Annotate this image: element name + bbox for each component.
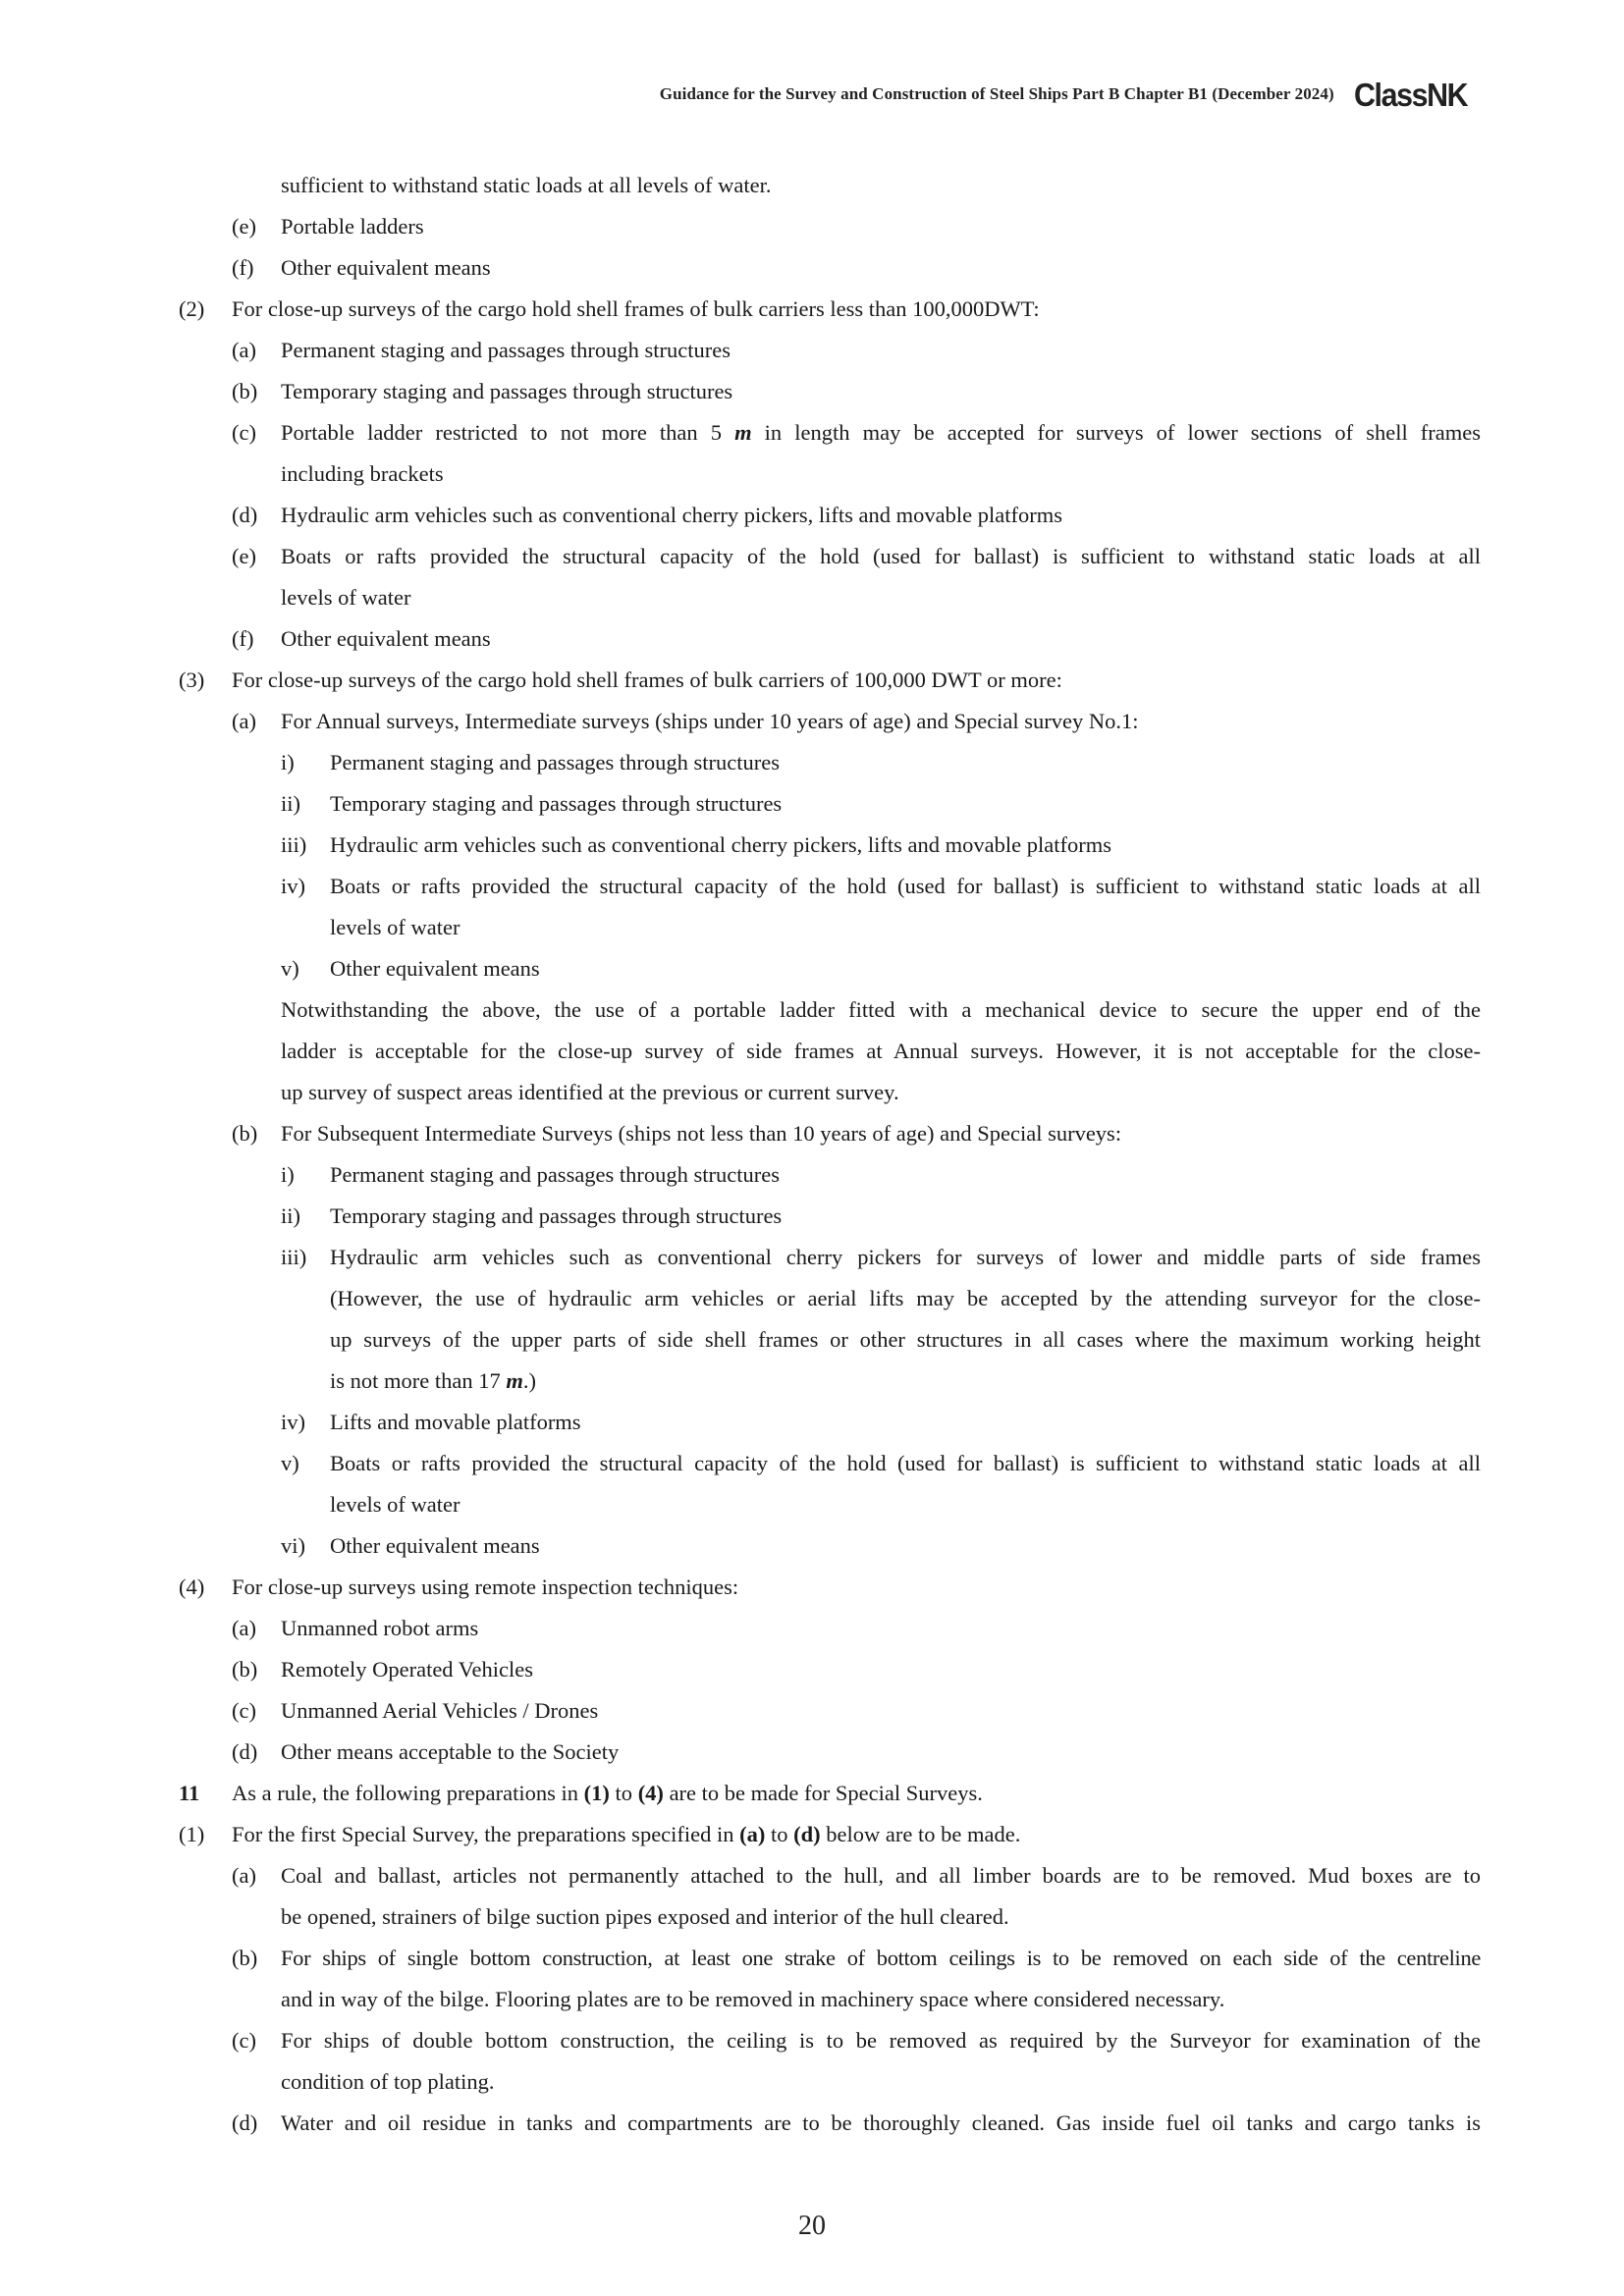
item-marker: (c) xyxy=(232,420,256,445)
list-item xyxy=(0,454,1624,495)
list-item xyxy=(0,1896,1624,1938)
item-text: Hydraulic arm vehicles such as conventional cherry pickers for surveys of lower and middle parts of side frames xyxy=(330,1245,1481,1269)
list-item xyxy=(0,165,1624,206)
item-text: Temporary staging and passages through structures xyxy=(330,791,783,816)
item-marker: (b) xyxy=(232,379,258,403)
list-item xyxy=(0,577,1624,618)
list-item xyxy=(0,742,1624,783)
list-item xyxy=(0,371,1624,412)
item-text: For the first Special Survey, the preparations specified in (a) to (d) below are to be made. xyxy=(232,1822,1021,1846)
list-item xyxy=(0,1154,1624,1196)
list-item xyxy=(0,1567,1624,1608)
item-text: Unmanned Aerial Vehicles / Drones xyxy=(281,1698,599,1723)
ref-marker: (1) xyxy=(583,1781,610,1805)
item-marker: (b) xyxy=(232,1657,258,1682)
list-item xyxy=(0,948,1624,989)
item-marker: (d) xyxy=(232,503,258,527)
list-item xyxy=(0,330,1624,371)
item-marker: i) xyxy=(281,750,295,774)
item-marker: (e) xyxy=(232,214,256,239)
item-text: Other equivalent means xyxy=(330,956,540,981)
list-item xyxy=(0,2061,1624,2103)
item-marker: (f) xyxy=(232,626,254,651)
item-marker: iv) xyxy=(281,874,305,898)
continuation-text: levels of water xyxy=(281,585,411,610)
list-item xyxy=(0,701,1624,742)
list-item xyxy=(0,1237,1624,1278)
list-item xyxy=(0,412,1624,454)
item-text: Permanent staging and passages through structures xyxy=(330,1162,781,1187)
paragraph-text: ladder is acceptable for the close-up survey of side frames at Annual surveys. However, it is not acceptable for the close- xyxy=(281,1039,1481,1063)
ref-marker: (a) xyxy=(739,1822,766,1846)
list-item xyxy=(0,1278,1624,1319)
item-text: Other equivalent means xyxy=(281,255,491,280)
list-item xyxy=(0,1361,1624,1402)
unit-symbol: m xyxy=(734,420,752,445)
list-item xyxy=(0,536,1624,577)
list-item xyxy=(0,1814,1624,1855)
item-text: Other equivalent means xyxy=(281,626,491,651)
list-item xyxy=(0,660,1624,701)
list-item xyxy=(0,1649,1624,1690)
item-marker: (e) xyxy=(232,544,256,568)
item-text: Other means acceptable to the Society xyxy=(281,1739,620,1764)
item-text: For Subsequent Intermediate Surveys (ships not less than 10 years of age) and Special surveys: xyxy=(281,1121,1122,1146)
list-item xyxy=(0,247,1624,289)
paragraph-text: Notwithstanding the above, the use of a portable ladder fitted with a mechanical device to secure the upper end of the xyxy=(281,997,1481,1022)
item-text: Temporary staging and passages through structures xyxy=(281,379,733,403)
item-text: Hydraulic arm vehicles such as conventional cherry pickers, lifts and movable platforms xyxy=(330,832,1111,857)
item-text: Hydraulic arm vehicles such as conventional cherry pickers, lifts and movable platforms xyxy=(281,503,1062,527)
continuation-text: sufficient to withstand static loads at all levels of water. xyxy=(281,173,772,197)
item-text: Unmanned robot arms xyxy=(281,1616,479,1640)
unit-symbol: m xyxy=(506,1368,523,1393)
list-item xyxy=(0,1855,1624,1896)
item-marker: (1) xyxy=(179,1822,205,1846)
item-text: Boats or rafts provided the structural capacity of the hold (used for ballast) is sufficient to withstand static loads at all xyxy=(330,1451,1481,1475)
item-marker: (4) xyxy=(179,1575,205,1599)
item-text: As a rule, the following preparations in (1) to (4) are to be made for Special Surveys. xyxy=(232,1781,983,1805)
list-item xyxy=(0,1938,1624,1979)
list-item xyxy=(0,866,1624,907)
list-item xyxy=(0,2103,1624,2144)
item-marker: ii) xyxy=(281,1203,300,1228)
item-marker: (c) xyxy=(232,2028,256,2053)
continuation-text: and in way of the bilge. Flooring plates are to be removed in machinery space where considered necessary. xyxy=(281,1987,1225,2011)
continuation-text: be opened, strainers of bilge suction pipes exposed and interior of the hull cleared. xyxy=(281,1904,1009,1929)
item-text: Other equivalent means xyxy=(330,1533,540,1558)
continuation-text: (However, the use of hydraulic arm vehicles or aerial lifts may be accepted by the attending surveyor for the close- xyxy=(330,1286,1481,1310)
item-marker: (d) xyxy=(232,2110,258,2135)
classnk-logo: ClassNK xyxy=(1353,76,1467,113)
list-item xyxy=(0,1979,1624,2020)
item-text: For close-up surveys using remote inspection techniques: xyxy=(232,1575,739,1599)
continuation-text: up surveys of the upper parts of side shell frames or other structures in all cases where the maximum working height xyxy=(330,1327,1481,1352)
item-marker: (a) xyxy=(232,1616,256,1640)
item-text: Boats or rafts provided the structural capacity of the hold (used for ballast) is sufficient to withstand static loads at all xyxy=(330,874,1481,898)
item-marker: (2) xyxy=(179,296,205,321)
list-item xyxy=(0,206,1624,247)
section-heading-line xyxy=(0,1773,1624,1814)
list-item xyxy=(0,1196,1624,1237)
continuation-text: condition of top plating. xyxy=(281,2069,495,2094)
list-item xyxy=(0,1443,1624,1484)
continuation-text: is not more than 17 m.) xyxy=(330,1368,536,1393)
item-text: Temporary staging and passages through structures xyxy=(330,1203,783,1228)
paragraph-line xyxy=(0,989,1624,1031)
item-marker: iv) xyxy=(281,1410,305,1434)
item-marker: iii) xyxy=(281,832,307,857)
item-text: Portable ladder restricted to not more than 5 m in length may be accepted for surveys of lower sections of shell frames xyxy=(281,420,1482,445)
page-header xyxy=(660,75,1477,114)
item-marker: (c) xyxy=(232,1698,256,1723)
list-item xyxy=(0,1113,1624,1154)
item-marker: i) xyxy=(281,1162,295,1187)
continuation-text: levels of water xyxy=(330,915,460,939)
ref-marker: (4) xyxy=(637,1781,664,1805)
item-marker: (b) xyxy=(232,1121,258,1146)
list-item xyxy=(0,1690,1624,1732)
item-text: For ships of single bottom construction, at least one strake of bottom ceilings is to be removed on each side of the centreline xyxy=(281,1946,1481,1970)
list-item xyxy=(0,1732,1624,1773)
item-marker: v) xyxy=(281,956,299,981)
list-item xyxy=(0,825,1624,866)
paragraph-line xyxy=(0,1031,1624,1072)
item-text: Remotely Operated Vehicles xyxy=(281,1657,534,1682)
list-item xyxy=(0,289,1624,330)
list-item xyxy=(0,1319,1624,1361)
item-text: For ships of double bottom construction, the ceiling is to be removed as required by the Surveyor for examination of the xyxy=(281,2028,1481,2053)
paragraph-line xyxy=(0,1072,1624,1113)
page-number: 20 xyxy=(798,2211,826,2241)
list-item xyxy=(0,907,1624,948)
item-text: For close-up surveys of the cargo hold shell frames of bulk carriers less than 100,000DWT: xyxy=(232,296,1040,321)
item-text: For close-up surveys of the cargo hold shell frames of bulk carriers of 100,000 DWT or more: xyxy=(232,667,1062,692)
item-marker: vi) xyxy=(281,1533,305,1558)
item-text: Permanent staging and passages through structures xyxy=(330,750,781,774)
section-number: 11 xyxy=(179,1781,200,1805)
item-marker: (a) xyxy=(232,1863,256,1888)
list-item xyxy=(0,1608,1624,1649)
item-text: For Annual surveys, Intermediate surveys (ships under 10 years of age) and Special survey No.1: xyxy=(281,709,1139,733)
item-marker: (b) xyxy=(232,1946,258,1970)
item-text: Lifts and movable platforms xyxy=(330,1410,581,1434)
list-item xyxy=(0,1525,1624,1567)
item-text: Portable ladders xyxy=(281,214,424,239)
item-marker: iii) xyxy=(281,1245,307,1269)
item-marker: ii) xyxy=(281,791,300,816)
header-title: Guidance for the Survey and Construction of Steel Ships Part B Chapter B1 (December 2024) xyxy=(659,84,1334,103)
list-item xyxy=(0,495,1624,536)
ref-marker: (d) xyxy=(793,1822,821,1846)
item-marker: (3) xyxy=(179,667,205,692)
item-marker: v) xyxy=(281,1451,299,1475)
list-item xyxy=(0,618,1624,660)
continuation-text: levels of water xyxy=(330,1492,460,1517)
item-text: Water and oil residue in tanks and compartments are to be thoroughly cleaned. Gas inside fuel oil tanks and cargo tanks is xyxy=(281,2110,1481,2135)
item-text: Coal and ballast, articles not permanently attached to the hull, and all limber boards are to be removed. Mud boxes are to xyxy=(281,1863,1481,1888)
list-item xyxy=(0,1402,1624,1443)
item-text: Permanent staging and passages through structures xyxy=(281,338,731,362)
item-text: Boats or rafts provided the structural capacity of the hold (used for ballast) is sufficient to withstand static loads at all xyxy=(281,544,1481,568)
item-marker: (d) xyxy=(232,1739,258,1764)
item-marker: (a) xyxy=(232,709,256,733)
list-item xyxy=(0,1484,1624,1525)
list-item xyxy=(0,2020,1624,2061)
item-marker: (a) xyxy=(232,338,256,362)
paragraph-text: up survey of suspect areas identified at the previous or current survey. xyxy=(281,1080,899,1104)
continuation-text: including brackets xyxy=(281,461,444,486)
list-item xyxy=(0,783,1624,825)
item-marker: (f) xyxy=(232,255,254,280)
